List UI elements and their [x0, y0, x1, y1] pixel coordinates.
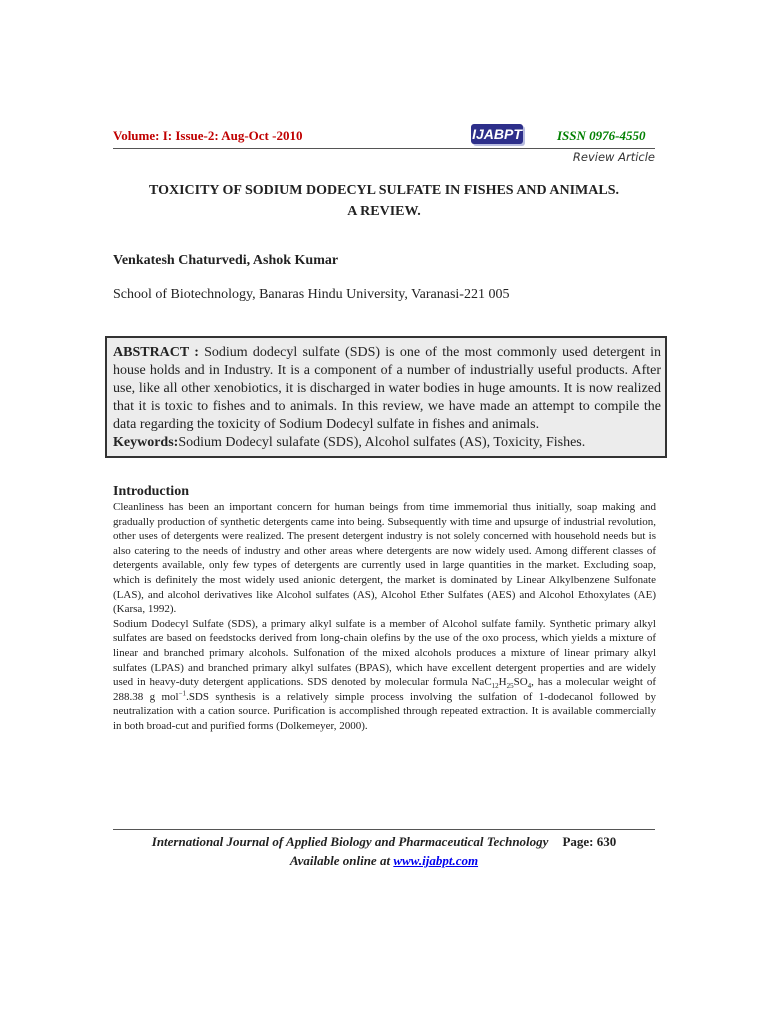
keywords-line: [113, 434, 661, 452]
header-rule: [113, 148, 655, 149]
formula-subscript-c: 12: [491, 682, 499, 691]
formula-so: SO: [513, 676, 528, 689]
footer-rule: [113, 829, 655, 830]
available-online-label: Available online at: [289, 853, 394, 868]
keywords-text: Sodium Dodecyl sulafate (SDS), Alcohol sulfates (AS), Toxicity, Fishes.: [178, 435, 586, 450]
introduction-body: [113, 500, 656, 734]
issn-number: ISSN 0976-4550: [557, 128, 646, 143]
journal-website-link[interactable]: www.ijabpt.com: [393, 853, 479, 868]
paragraph-2-text-b: , has a molecular weight of 288.38 g mol: [113, 676, 656, 703]
journal-logo: IJABPT: [472, 126, 522, 142]
formula-subscript-h: 25: [506, 682, 514, 691]
introduction-paragraph-2: [113, 617, 656, 734]
footer-line-1: [113, 832, 655, 851]
introduction-heading: Introduction: [113, 484, 189, 499]
page-number: Page: 630: [562, 834, 617, 849]
unit-superscript: −1: [178, 689, 187, 698]
paper-title: [113, 180, 655, 222]
journal-volume: Volume: I: Issue-2: Aug-Oct -2010: [113, 128, 303, 143]
abstract-paragraph: [113, 344, 661, 434]
paper-title-line1: TOXICITY OF SODIUM DODECYL SULFATE IN FISHES AND ANIMALS.: [149, 183, 619, 198]
journal-name: International Journal of Applied Biology and Pharmaceutical Technology: [151, 834, 549, 849]
abstract-box: [105, 336, 667, 458]
abstract-label: ABSTRACT :: [113, 345, 199, 360]
affiliation: School of Biotechnology, Banaras Hindu University, Varanasi-221 005: [113, 287, 510, 302]
page-footer: [113, 832, 655, 870]
keywords-label: Keywords:: [113, 435, 179, 450]
authors: Venkatesh Chaturvedi, Ashok Kumar: [113, 253, 339, 268]
introduction-paragraph-1: Cleanliness has been an important concern for human beings from time immemorial thus initially, soap making and gradually production of synthetic detergents came into being. Subsequently with time and upsurge of industrial revolution, other uses of detergents were realized. The present detergent industry is not solely concerned with household needs but is also catering to the needs of industry and other areas where detergents are now widely used. Among different classes of detergents available, only few types of detergents are currently used in large quantities in the market. Excluding soap, which is definitely the most widely used anionic detergent, the market is dominated by Linear Alkylbenzene Sulfonate (LAS), and alcohol derivatives like Alcohol sulfates (AS), Alcohol Ether Sulfates (AES) and Alcohol Ethoxylates (AE) (Karsa, 1992).: [113, 501, 656, 616]
formula-subscript-o: 4: [527, 682, 532, 691]
formula-h: H: [498, 676, 507, 689]
paragraph-2-text-a: Sodium Dodecyl Sulfate (SDS), a primary alkyl sulfate is a member of Alcohol sulfate family. Synthetic primary alkyl sulfates are based on feedstocks derived from long-chain olefins by the use of the oxo process, which yields a mixture of linear and branched primary alcohols. Sulfonation of the mixed alcohols produces a mixture of linear primary alkyl sulfates (LPAS) and branched primary alkyl sulfates (BPAS), which have excellent detergent properties and are widely used in heavy-duty detergent applications. SDS denoted by molecular formula NaC: [113, 617, 656, 689]
paragraph-2-text-c: .SDS synthesis is a relatively simple process involving the sulfation of 1-dodecanol followed by neutralization with a cation source. Purification is accomplished through repeated extraction. It is available commercially in both broad-cut and purified forms (Dolkemeyer, 2000).: [113, 690, 656, 732]
footer-line-2: [113, 851, 655, 870]
abstract-text: Sodium dodecyl sulfate (SDS) is one of the most commonly used detergent in house holds and in Industry. It is a component of a number of industrially useful products. After use, like all other xenobiotics, it is discharged in water bodies in huge amounts. It is now realized that it is toxic to fishes and to animals. In this review, we have made an attempt to compile the data regarding the toxicity of Sodium Dodecyl sulfate in fishes and animals.: [113, 345, 661, 432]
paper-title-line2: A REVIEW.: [347, 204, 421, 219]
article-type: Review Article: [572, 150, 655, 164]
